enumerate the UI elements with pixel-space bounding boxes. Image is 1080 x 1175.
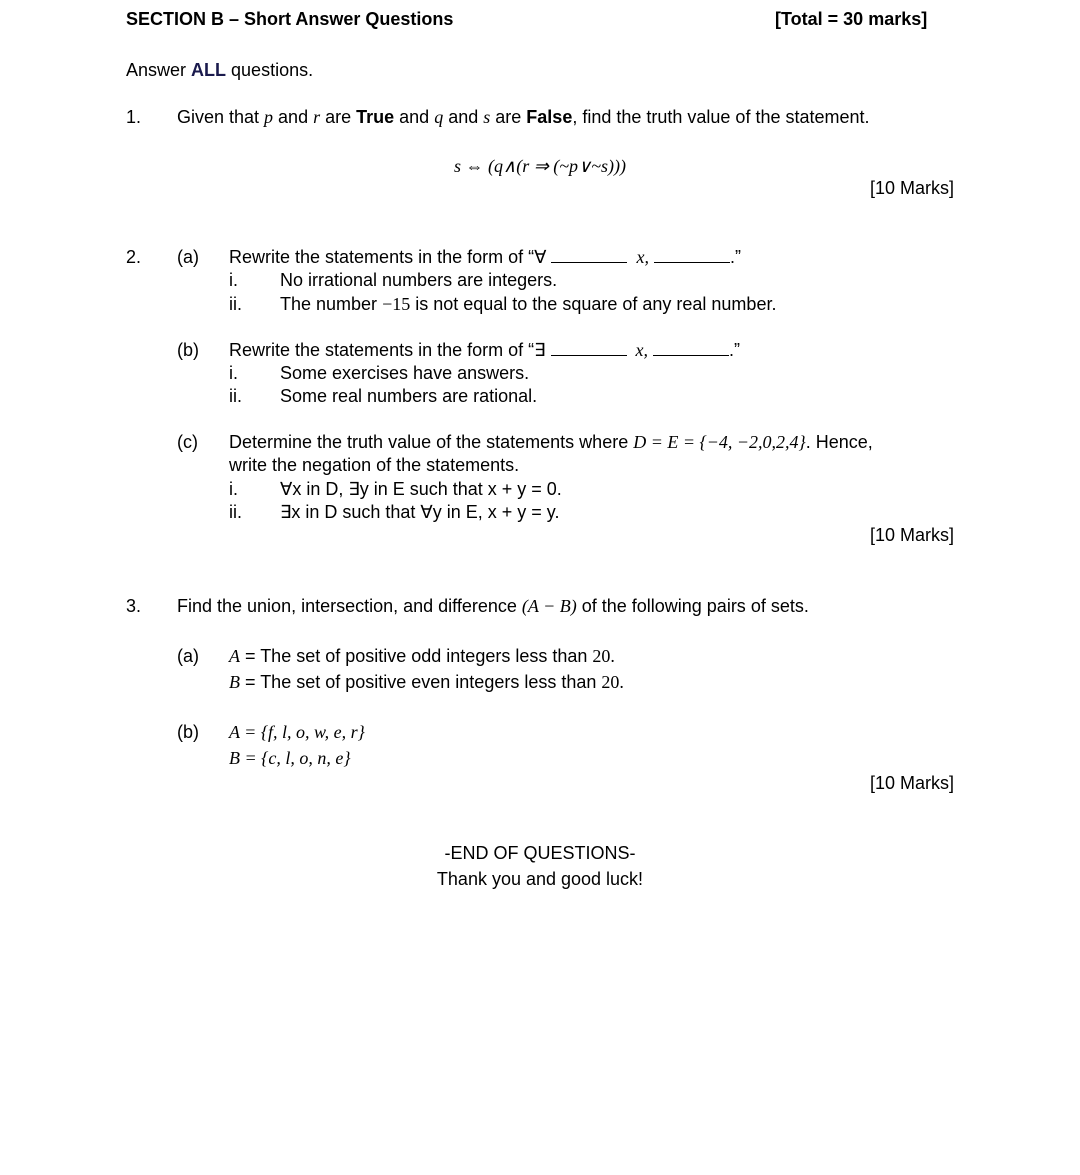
q1-t4: and — [394, 107, 435, 127]
q3a-line-B — [229, 671, 624, 693]
q2a-item-2-pre: The number — [280, 294, 383, 314]
q2c-item-1-text: ∀x in D, ∃y in E such that x + y = 0. — [280, 479, 562, 499]
instruction-emph: ALL — [191, 60, 227, 80]
q3a-B-num: 20. — [601, 672, 624, 692]
q3a-var-A: A — [229, 646, 240, 666]
q2a-item-2-post: is not equal to the square of any real number. — [410, 294, 777, 314]
q2b-prompt-pre: Rewrite the statements in the form of “∃ — [229, 340, 546, 360]
q3a-line-A — [229, 645, 615, 667]
q2a-blank-2 — [654, 247, 730, 263]
total-marks: [Total = 30 marks] — [775, 9, 928, 29]
q1-marks: [10 Marks] — [869, 178, 954, 198]
instruction-post: questions. — [226, 60, 314, 80]
q2a-item-1-text: No irrational numbers are integers. — [280, 270, 558, 290]
q2a-var-x: x, — [636, 247, 649, 267]
q1-var-s: s — [483, 107, 491, 127]
q2-number: 2. — [126, 247, 142, 267]
q3a-var-B: B — [229, 672, 240, 692]
q1-formula: s ⇔ (q∧(r ⇒ (~p∨~s))) — [454, 156, 626, 176]
q1-var-r: r — [313, 107, 321, 127]
q1-t6: are — [490, 107, 527, 127]
q2c-line1-post: . Hence, — [805, 432, 873, 452]
q1-var-p: p — [264, 107, 274, 127]
q2c-item-1-num: i. — [229, 479, 238, 499]
q2a-blank-1 — [551, 247, 627, 263]
q3b-set-A: A = {f, l, o, w, e, r} — [229, 722, 365, 742]
q1-var-q: q — [434, 107, 444, 127]
q1-text — [177, 106, 870, 128]
q2b-blank-1 — [551, 340, 627, 356]
q2a-prompt-post: .” — [729, 247, 741, 267]
q2a-item-1-num: i. — [229, 270, 238, 290]
q2c-label: (c) — [177, 432, 198, 452]
thank-you: Thank you and good luck! — [436, 869, 644, 889]
q2a-prompt — [229, 246, 741, 268]
q1-t7: , find the truth value of the statement. — [572, 107, 870, 127]
q3-diff: (A − B) — [521, 596, 577, 616]
q3a-label: (a) — [177, 646, 199, 666]
instruction-pre: Answer — [126, 60, 192, 80]
q3b-set-B: B = {c, l, o, n, e} — [229, 748, 351, 768]
section-title: SECTION B – Short Answer Questions — [126, 9, 454, 29]
q2a-item-2-value: −15 — [382, 294, 411, 314]
q1-t3: are — [320, 107, 357, 127]
q3b-label: (b) — [177, 722, 199, 742]
q2a-label: (a) — [177, 247, 199, 267]
q1-true: True — [356, 107, 395, 127]
q3-prompt-pre: Find the union, intersection, and difference — [177, 596, 522, 616]
q2b-prompt — [229, 339, 740, 361]
q2b-item-1-num: i. — [229, 363, 238, 383]
q1-t5: and — [443, 107, 484, 127]
q1-false: False — [526, 107, 573, 127]
q3-prompt — [177, 595, 809, 617]
q2b-prompt-post: .” — [729, 340, 741, 360]
q2c-item-2-text: ∃x in D such that ∀y in E, x + y = y. — [280, 502, 560, 522]
q2c-set-expr: D = E = {−4, −2,0,2,4} — [633, 432, 806, 452]
end-of-questions: -END OF QUESTIONS- — [444, 843, 636, 863]
q2b-var-x: x, — [635, 340, 649, 360]
q2a-item-2-text — [280, 293, 776, 315]
q2c-line1 — [229, 431, 873, 453]
q1-t2: and — [273, 107, 314, 127]
q3-number: 3. — [126, 596, 142, 616]
q2a-item-2-num: ii. — [229, 294, 242, 314]
q3a-B-text: = The set of positive even integers less than — [240, 672, 602, 692]
q2c-line2: write the negation of the statements. — [229, 455, 520, 475]
q2-marks: [10 Marks] — [869, 525, 954, 545]
q3-prompt-post: of the following pairs of sets. — [576, 596, 809, 616]
q2b-item-2-text: Some real numbers are rational. — [280, 386, 538, 406]
q3a-A-num: 20. — [592, 646, 615, 666]
q2b-blank-2 — [653, 340, 729, 356]
q1-t1: Given that — [177, 107, 265, 127]
q2a-prompt-pre: Rewrite the statements in the form of “∀ — [229, 247, 547, 267]
instruction — [126, 59, 313, 81]
q2b-label: (b) — [177, 340, 199, 360]
q3a-A-text: = The set of positive odd integers less than — [240, 646, 593, 666]
q2c-line1-pre: Determine the truth value of the statements where — [229, 432, 634, 452]
q3-marks: [10 Marks] — [869, 773, 954, 793]
q2b-item-1-text: Some exercises have answers. — [280, 363, 530, 383]
q2c-item-2-num: ii. — [229, 502, 242, 522]
q2b-item-2-num: ii. — [229, 386, 242, 406]
q1-number: 1. — [126, 107, 142, 127]
